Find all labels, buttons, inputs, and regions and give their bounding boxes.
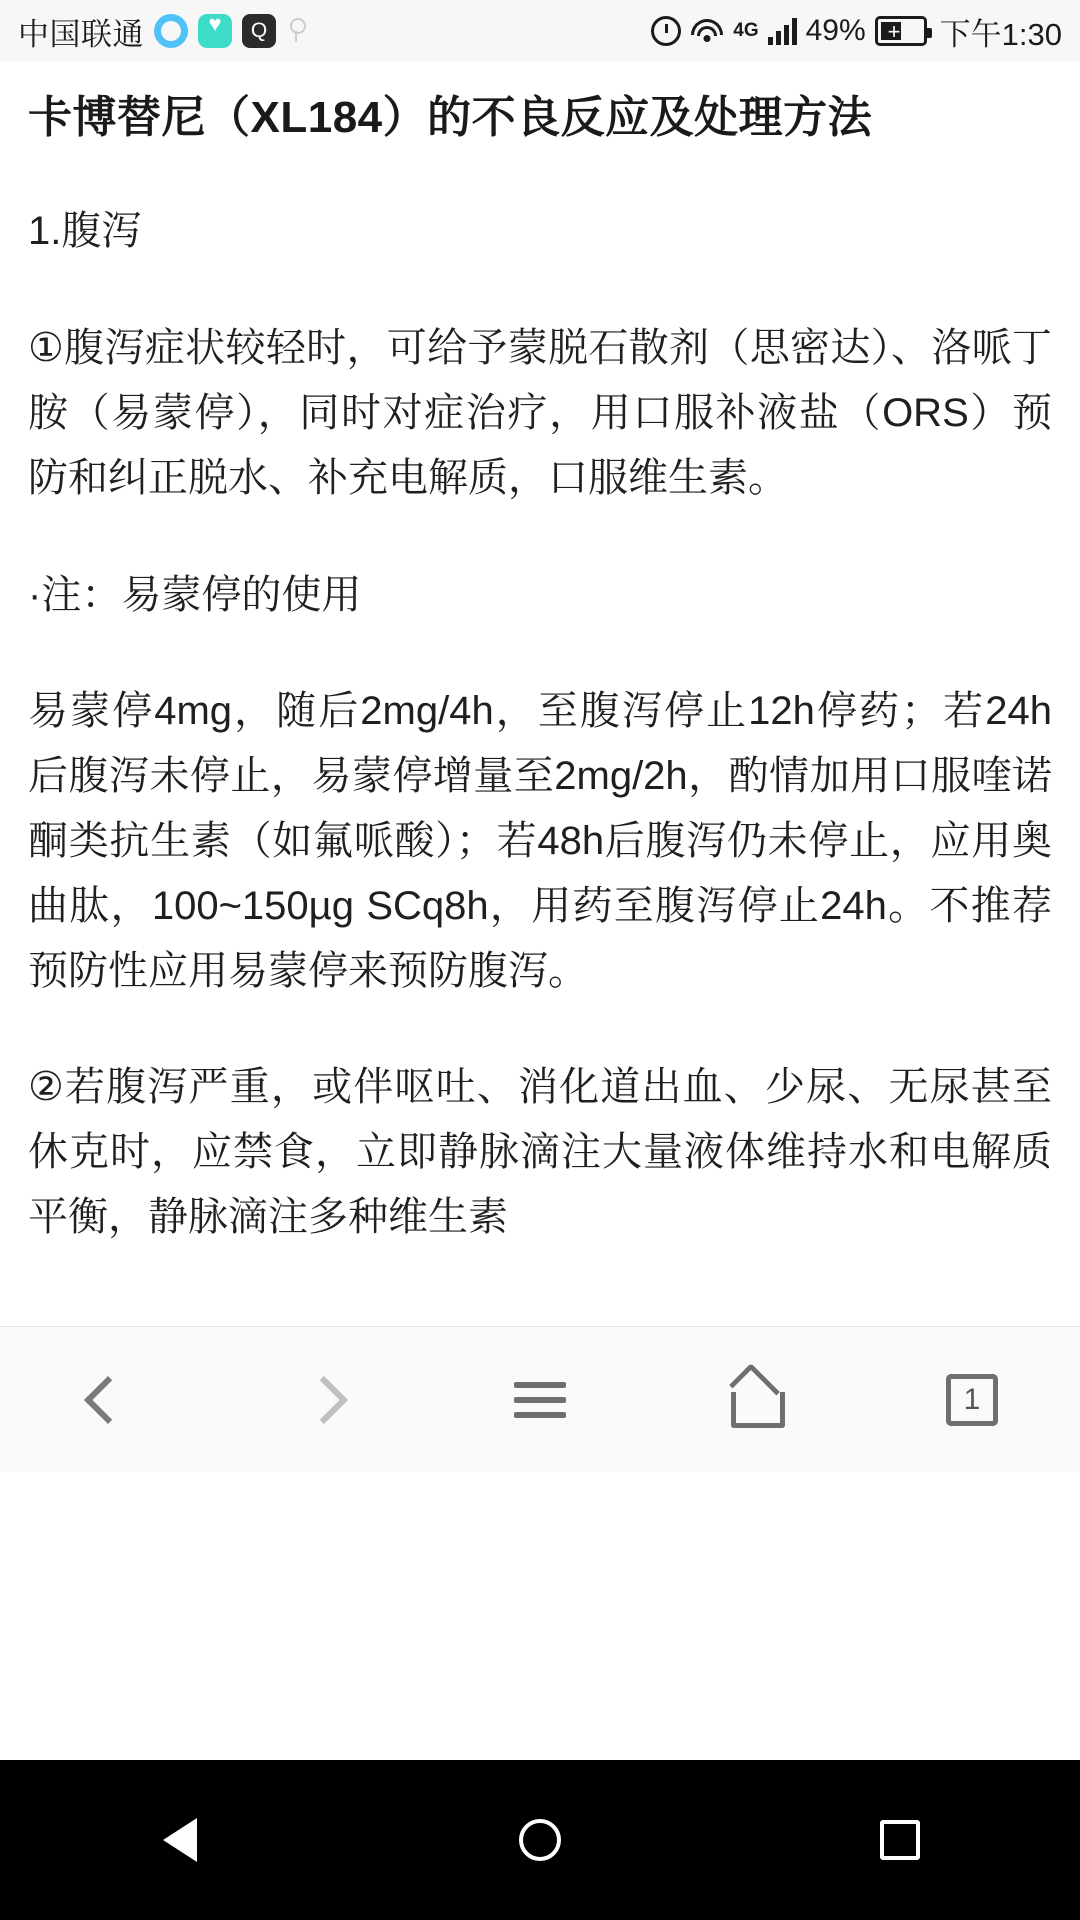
signal-icon — [768, 17, 797, 45]
status-bar-right — [651, 9, 1062, 54]
back-triangle-icon — [163, 1818, 197, 1862]
health-icon — [198, 14, 232, 48]
location-icon — [286, 14, 306, 48]
page-title: 卡博替尼（XL184）的不良反应及处理方法 — [28, 93, 873, 142]
tabs-count-icon: 1 — [946, 1374, 998, 1426]
browser-circle-icon — [154, 14, 188, 48]
nav-home-button[interactable] — [450, 1760, 630, 1920]
article-paragraph: 1.腹泻 — [28, 209, 142, 254]
article-paragraph: ②若腹泻严重，或伴呕吐、消化道出血、少尿、无尿甚至休克时，应禁食，立即静脉滴注大量液体维持水和电解质平衡，静脉滴注多种维生素 — [28, 1065, 1052, 1239]
chevron-right-icon — [300, 1375, 348, 1423]
alarm-icon — [651, 16, 681, 46]
tabs-button[interactable] — [897, 1327, 1047, 1473]
chevron-left-icon — [84, 1375, 132, 1423]
content-fade — [0, 1266, 1080, 1326]
nav-back-button[interactable] — [90, 1760, 270, 1920]
menu-button[interactable] — [465, 1327, 615, 1473]
android-navigation-bar — [0, 1760, 1080, 1920]
clock-label: 下午1:30 — [939, 16, 1062, 52]
battery-percent-label: 49% — [805, 14, 866, 47]
article-paragraph: ①腹泻症状较轻时，可给予蒙脱石散剂（思密达）、洛哌丁胺（易蒙停），同时对症治疗，用口服补液盐（ORS）预防和纠正脱水、补充电解质，口服维生素。 — [28, 326, 1052, 500]
carrier-label: 中国联通 — [18, 16, 144, 52]
battery-icon: + — [875, 16, 927, 46]
article-content[interactable] — [0, 62, 1080, 1326]
article-paragraph: ·注：易蒙停的使用 — [28, 572, 362, 617]
wifi-icon — [690, 18, 724, 44]
status-bar-left — [18, 9, 306, 54]
network-type-label: 4G — [733, 20, 759, 41]
recents-square-icon — [880, 1820, 920, 1860]
home-icon — [728, 1375, 784, 1425]
home-circle-icon — [519, 1819, 561, 1861]
status-bar — [0, 0, 1080, 62]
nav-recents-button[interactable] — [810, 1760, 990, 1920]
forward-button[interactable] — [249, 1327, 399, 1473]
qq-icon: Q — [242, 14, 276, 48]
article-paragraph: 易蒙停4mg，随后2mg/4h，至腹泻停止12h停药；若24h后腹泻未停止，易蒙停增量至2mg/2h，酌情加用口服喹诺酮类抗生素（如氟哌酸）；若48h后腹泻仍未停止，应用奥曲肽，100~150µg SCq8h，用药至腹泻停止24h。不推荐预防性应用易蒙停来预防腹泻。 — [28, 689, 1052, 993]
browser-toolbar — [0, 1326, 1080, 1472]
hamburger-menu-icon — [514, 1373, 566, 1427]
home-button[interactable] — [681, 1327, 831, 1473]
back-button[interactable] — [33, 1327, 183, 1473]
